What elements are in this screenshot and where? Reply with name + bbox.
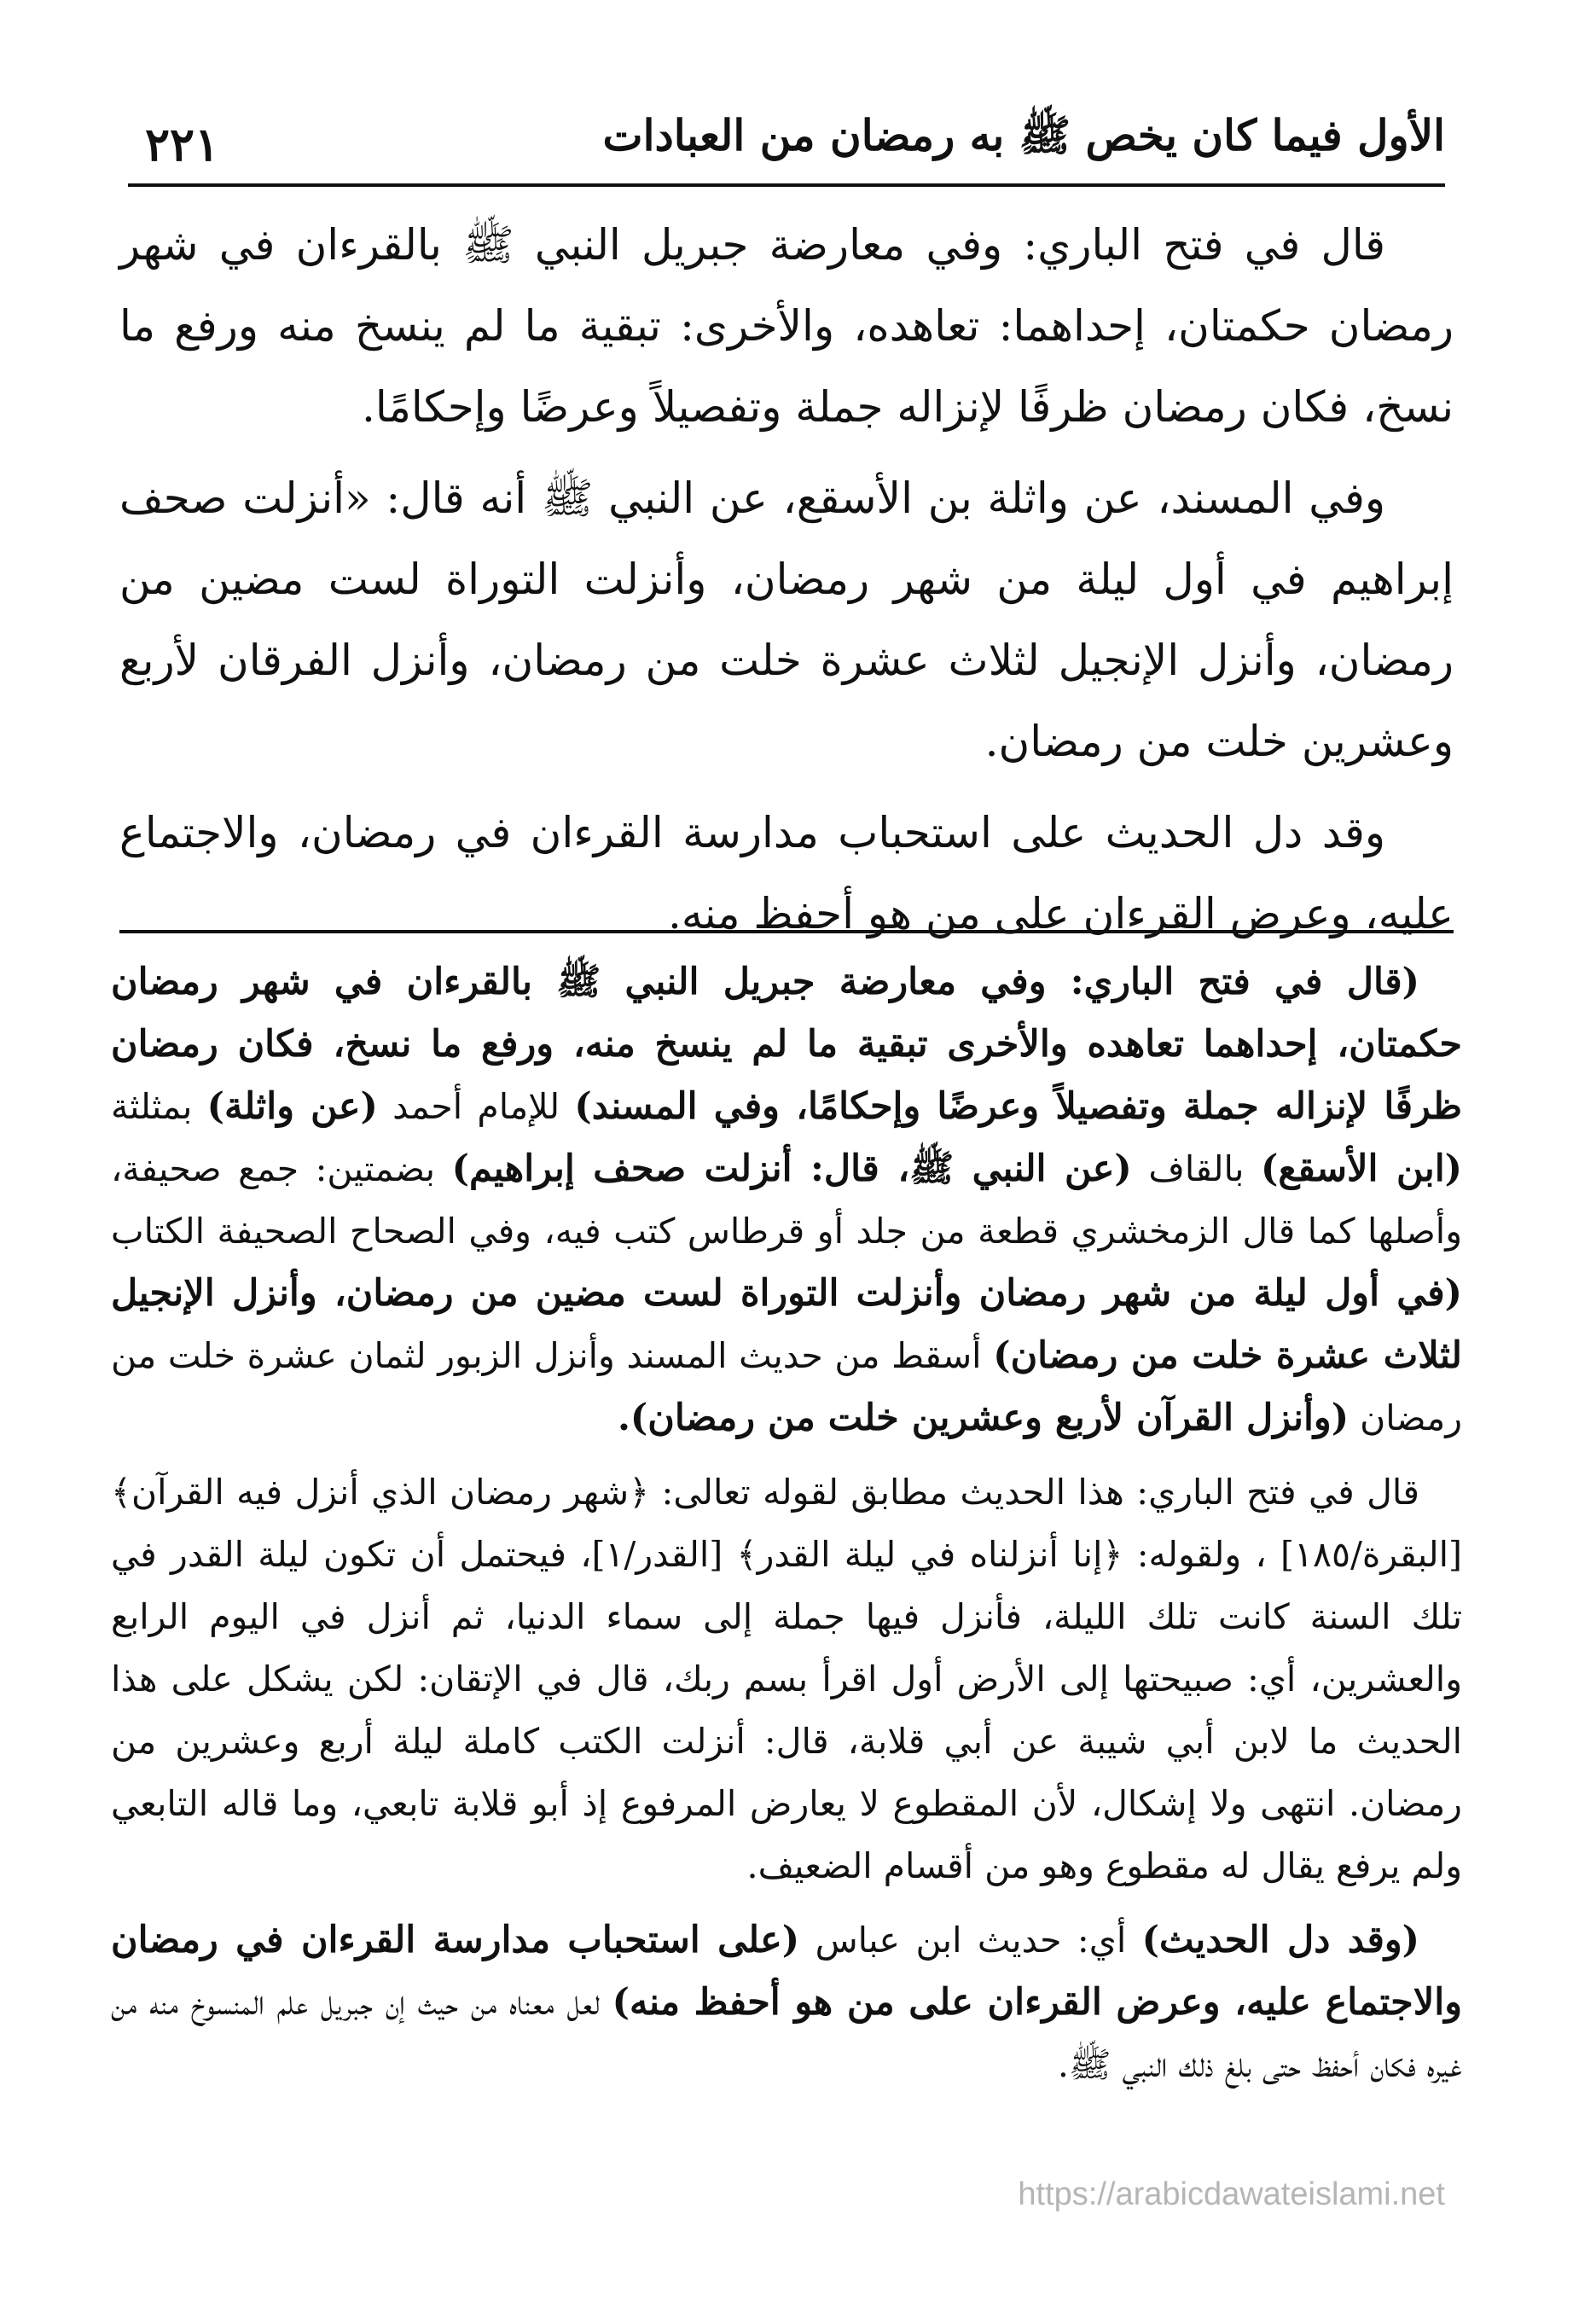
commentary-text: لعل معناه من حيث إن جبريل علم المنسوخ منه من غيره فكان أحفظ حتى بلغ ذلك النبي ﷺ. <box>111 1982 1462 2085</box>
running-title: الأول فيما كان يخص ﷺ به رمضان من العبادات <box>602 110 1445 160</box>
commentary-text: قال في فتح الباري: هذا الحديث مطابق لقوله تعالى: ﴿شهر رمضان الذي أنزل فيه القرآن﴾ [البقرة/١٨٥] ، ولقوله: ﴿إنا أنزلناه في ليلة القدر﴾ [القدر/١]، فيحتمل أن تكون ليلة القدر في تلك السنة كانت تلك الليلة، فأنزل فيها جملة إلى سماء الدنيا، ثم أنزل في اليوم الرابع والعشرين، أي: صبيحتها إلى الأرض أول اقرأ بسم ربك، قال في الإتقان: لكن يشكل على هذا الحديث ما لابن أبي شيبة عن أبي قلابة، قال: أنزلت الكتب كاملة ليلة أربع وعشرين من رمضان. انتهى ولا إشكال، لأن المقطوع لا يعارض المرفوع إذ أبو قلابة تابعي، وما قاله التابعي ولم يرفع يقال له مقطوع وهو من أقسام الضعيف. <box>111 1472 1463 1886</box>
watermark-url: https://arabicdawateislami.net <box>1018 2176 1445 2212</box>
commentary-text: بالقاف <box>1131 1148 1262 1189</box>
footnote-divider <box>119 930 1454 933</box>
commentary-paragraph <box>111 1461 1462 1897</box>
main-paragraph: وفي المسند، عن واثلة بن الأسقع، عن النبي ﷺ أنه قال: «أنزلت صحف إبراهيم في أول ليلة من شهر رمضان، وأنزلت التوراة لست مضين من رمضان، وأنزل الإنجيل لثلاث عشرة خلت من رمضان، وأنزل الفرقان لأربع وعشرين خلت من رمضان. <box>119 474 1454 766</box>
commentary-text: بضمتين: جمع صحيفة، وأصلها كما قال الزمخشري قطعة من جلد أو قرطاس كتب فيه، وفي الصحاح الصحيفة الكتاب <box>111 1148 1462 1252</box>
quoted-text: (قال في فتح الباري: وفي معارضة جبريل النبي ﷺ بالقرءان في شهر رمضان حكمتان، إحداهما تعاهده والأخرى تبقية ما لم ينسخ منه، ورفع ما نسخ، فكان رمضان ظرفًا لإنزاله جملة وتفصيلاً وعرضًا وإحكامًا، وفي المسند) <box>111 961 1462 1128</box>
quoted-text: (في أول ليلة من شهر رمضان وأنزلت التوراة لست مضين من رمضان، وأنزل الإنجيل لثلاث عشرة خلت من رمضان) <box>111 1272 1462 1377</box>
commentary-paragraph <box>111 951 1462 1450</box>
quoted-text: (على استحباب مدارسة القرءان في رمضان والاجتماع عليه، وعرض القرءان على من هو أحفظ منه) <box>111 1919 1462 2024</box>
quoted-text: (ابن الأسقع) <box>1261 1147 1462 1190</box>
commentary <box>111 951 1462 2108</box>
commentary-text: بمثلثة <box>111 1086 207 1127</box>
page-number: ٢٢١ <box>145 117 220 171</box>
commentary-paragraph <box>111 1909 1462 2096</box>
quoted-text: (وأنزل القرآن لأربع وعشرين خلت من رمضان). <box>617 1397 1350 1439</box>
page-header <box>128 102 1445 187</box>
commentary-text: أسقط من حديث المسند وأنزل الزبور لثمان عشرة خلت من رمضان <box>111 1335 1462 1438</box>
main-paragraph: وقد دل الحديث على استحباب مدارسة القرءان في رمضان، والاجتماع عليه، وعرض القرءان على من هو أحفظ منه. <box>119 808 1454 938</box>
main-paragraph: قال في فتح الباري: وفي معارضة جبريل النبي ﷺ بالقرءان في شهر رمضان حكمتان، إحداهما: تعاهده، والأخرى: تبقية ما لم ينسخ منه ورفع ما نسخ، فكان رمضان ظرفًا لإنزاله جملة وتفصيلاً وعرضًا وإحكامًا. <box>119 220 1454 432</box>
commentary-text: أي: حديث ابن عباس <box>799 1920 1142 1961</box>
quoted-text: (عن واثلة) <box>206 1085 378 1128</box>
main-text <box>119 205 1454 965</box>
commentary-text: للإمام أحمد <box>377 1086 575 1127</box>
quoted-text: (وقد دل الحديث) <box>1141 1919 1420 1961</box>
quoted-text: (عن النبي ﷺ، قال: أنزلت صحف إبراهيم) <box>451 1147 1132 1190</box>
